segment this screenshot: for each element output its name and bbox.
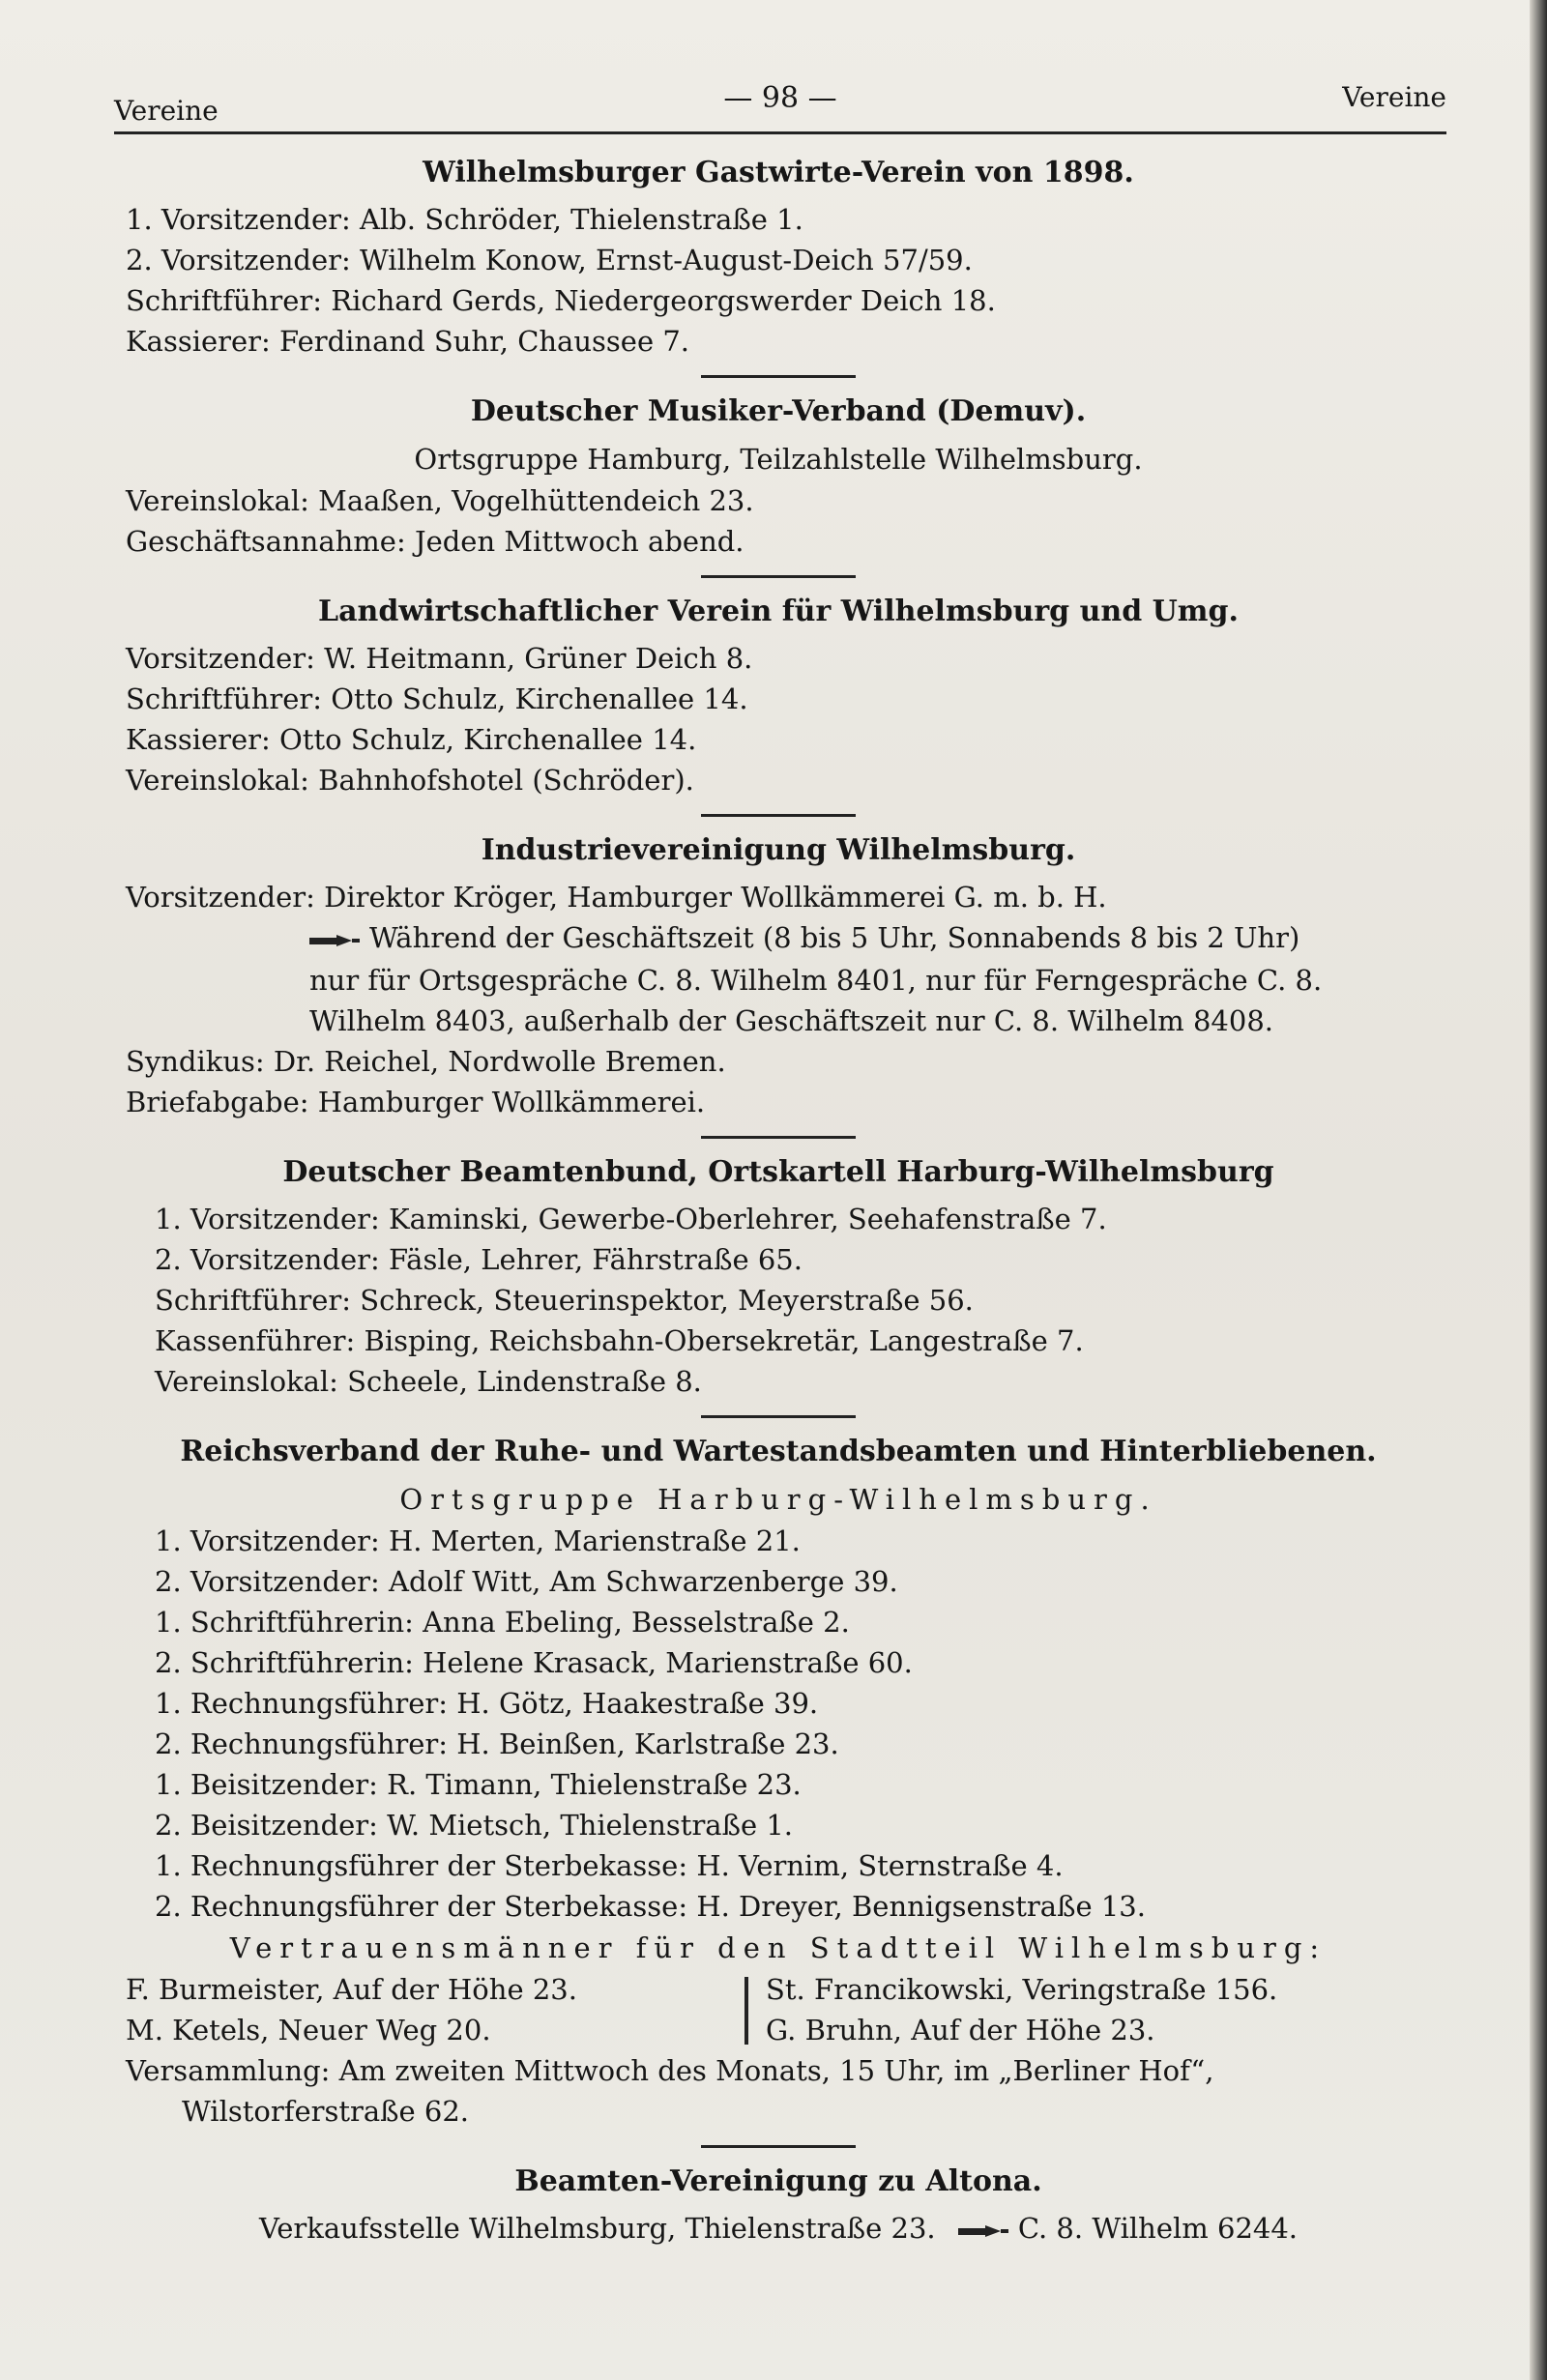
telephone-hand-icon [958, 2210, 1008, 2250]
page-content [116, 145, 1441, 2250]
sales-phone: C. 8. Wilhelm 6244. [1017, 2212, 1299, 2245]
entry-line: 1. Schriftführerin: Anna Ebeling, Besselstraße 2. [155, 1606, 850, 1639]
entry-line: Vorsitzender: W. Heitmann, Grüner Deich 8. [126, 642, 753, 675]
section-divider [701, 814, 856, 817]
sales-location: Verkaufsstelle Wilhelmsburg, Thielenstraße 23. [258, 2212, 936, 2245]
entry-line: Vereinslokal: Scheele, Lindenstraße 8. [155, 1365, 702, 1398]
entry-line: 1. Beisitzender: R. Timann, Thielenstraße 23. [155, 1768, 802, 1801]
section-divider [701, 375, 856, 378]
entry-line: 1. Rechnungsführer: H. Götz, Haakestraße 39. [155, 1687, 819, 1720]
section-title: Industrievereinigung Wilhelmsburg. [481, 833, 1076, 867]
page-header [114, 81, 1446, 130]
entry-line: 2. Rechnungsführer der Sterbekasse: H. Dreyer, Bennigsenstraße 13. [155, 1890, 1146, 1923]
trust-entry: M. Ketels, Neuer Weg 20. [126, 2014, 491, 2046]
trust-entry: G. Bruhn, Auf der Höhe 23. [766, 2014, 1155, 2046]
entry-line: 2. Vorsitzender: Wilhelm Konow, Ernst-August-Deich 57/59. [126, 244, 973, 276]
phone-note-text: Während der Geschäftszeit (8 bis 5 Uhr, Sonnabends 8 bis 2 Uhr) [369, 921, 1300, 954]
meeting-line: Wilstorferstraße 62. [182, 2095, 470, 2128]
section-beamten-vereinigung-altona [116, 2160, 1441, 2250]
section-subtitle: Ortsgruppe Harburg-Wilhelmsburg. [399, 1483, 1157, 1516]
entry-line: Vereinslokal: Bahnhofshotel (Schröder). [126, 764, 694, 797]
trust-heading: Vertrauensmänner für den Stadtteil Wilhelmsburg: [229, 1931, 1328, 1964]
meeting-line: Versammlung: Am zweiten Mittwoch des Monats, 15 Uhr, im „Berliner Hof“, [126, 2054, 1214, 2087]
entry-line: 2. Vorsitzender: Fäsle, Lehrer, Fährstraße 65. [155, 1243, 803, 1276]
entry-line: Briefabgabe: Hamburger Wollkämmerei. [126, 1086, 706, 1118]
entry-line: Kassenführer: Bisping, Reichsbahn-Obersekretär, Langestraße 7. [155, 1324, 1084, 1357]
column-separator [744, 1977, 748, 2045]
section-beamtenbund [116, 1150, 1441, 1402]
section-divider [701, 1415, 856, 1418]
entry-line: 1. Vorsitzender: Alb. Schröder, Thielenstraße 1. [126, 203, 803, 236]
section-title: Reichsverband der Ruhe- und Wartestandsbeamten und Hinterbliebenen. [180, 1435, 1377, 1468]
entry-line: 1. Vorsitzender: Kaminski, Gewerbe-Oberlehrer, Seehafenstraße 7. [155, 1203, 1107, 1235]
entry-line: 1. Vorsitzender: H. Merten, Marienstraße 21. [155, 1524, 801, 1557]
entry-line: Kassierer: Ferdinand Suhr, Chaussee 7. [126, 325, 690, 358]
section-landwirtschaftlicher-verein [116, 590, 1441, 800]
page-edge [1530, 0, 1547, 2380]
entry-line: Vereinslokal: Maaßen, Vogelhüttendeich 23. [126, 484, 754, 517]
trust-left-column [126, 1969, 744, 2050]
section-divider [701, 1136, 856, 1139]
trust-right-column [766, 1969, 1277, 2050]
entry-line: Schriftführer: Otto Schulz, Kirchenallee 14. [126, 682, 748, 715]
section-reichsverband [116, 1430, 1441, 2132]
page-number: — 98 — [723, 81, 837, 115]
section-divider [701, 575, 856, 578]
entry-line: Vorsitzender: Direktor Kröger, Hamburger Wollkämmerei G. m. b. H. [126, 881, 1107, 914]
header-left: Vereine [114, 95, 219, 127]
trust-entry: St. Francikowski, Veringstraße 156. [766, 1973, 1278, 2006]
entry-line: 2. Schriftführerin: Helene Krasack, Marienstraße 60. [155, 1646, 913, 1679]
header-rule [114, 131, 1446, 134]
section-title: Deutscher Beamtenbund, Ortskartell Harburg-Wilhelmsburg [282, 1155, 1274, 1189]
sales-line [116, 2208, 1441, 2250]
header-right: Vereine [1342, 81, 1446, 113]
entry-line: Wilhelm 8403, außerhalb der Geschäftszeit nur C. 8. Wilhelm 8408. [309, 1004, 1274, 1037]
trust-entry: F. Burmeister, Auf der Höhe 23. [126, 1973, 577, 2006]
section-title: Deutscher Musiker-Verband (Demuv). [470, 394, 1087, 428]
section-musiker-verband [116, 390, 1441, 562]
entry-line: 2. Beisitzender: W. Mietsch, Thielenstraße 1. [155, 1809, 794, 1842]
section-title: Beamten-Vereinigung zu Altona. [514, 2164, 1042, 2198]
entry-line: 1. Rechnungsführer der Sterbekasse: H. Vernim, Sternstraße 4. [155, 1849, 1064, 1882]
entry-line: 2. Rechnungsführer: H. Beinßen, Karlstraße 23. [155, 1727, 839, 1760]
section-industrievereinigung [116, 828, 1441, 1122]
section-subtitle: Ortsgruppe Hamburg, Teilzahlstelle Wilhelmsburg. [414, 443, 1143, 476]
telephone-hand-icon [309, 919, 360, 960]
entry-line: 2. Vorsitzender: Adolf Witt, Am Schwarzenberge 39. [155, 1565, 898, 1598]
entry-line: Schriftführer: Schreck, Steuerinspektor, Meyerstraße 56. [155, 1284, 974, 1317]
section-title: Wilhelmsburger Gastwirte-Verein von 1898. [423, 156, 1134, 189]
entry-line: nur für Ortsgespräche C. 8. Wilhelm 8401, nur für Ferngespräche C. 8. [309, 964, 1323, 997]
section-title: Landwirtschaftlicher Verein für Wilhelmsburg und Umg. [318, 595, 1239, 628]
entry-line: Kassierer: Otto Schulz, Kirchenallee 14. [126, 723, 697, 756]
phone-note-line [116, 917, 1441, 960]
entry-line: Schriftführer: Richard Gerds, Niedergeorgswerder Deich 18. [126, 284, 996, 317]
trust-list [116, 1969, 1441, 2050]
entry-line: Syndikus: Dr. Reichel, Nordwolle Bremen. [126, 1045, 726, 1078]
entry-line: Geschäftsannahme: Jeden Mittwoch abend. [126, 525, 744, 558]
section-gastwirte-verein [116, 151, 1441, 362]
section-divider [701, 2145, 856, 2148]
